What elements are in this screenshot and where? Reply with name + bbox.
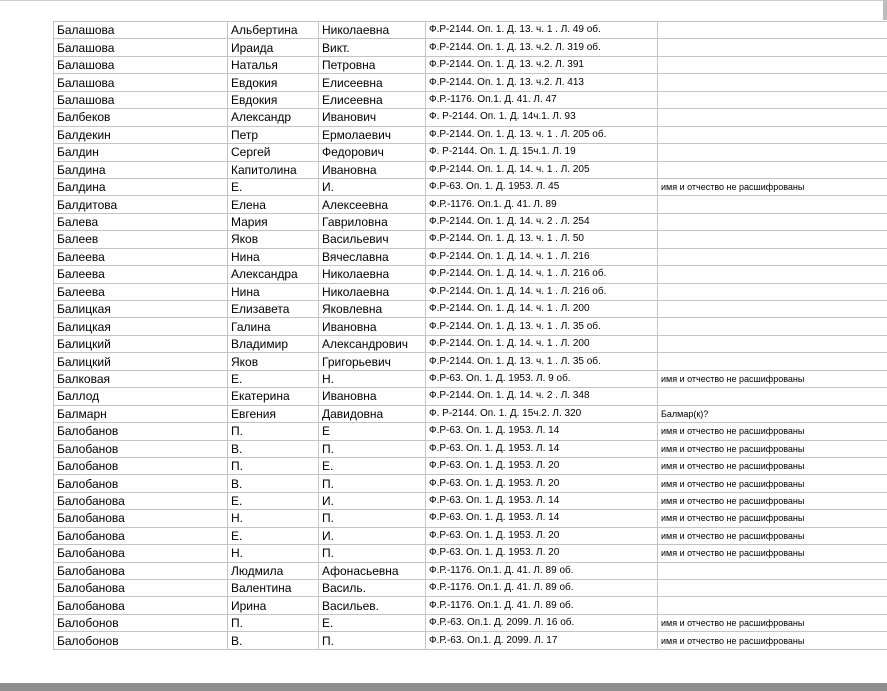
surname-cell: Балобанова <box>54 527 228 544</box>
note-cell <box>658 91 887 108</box>
surname-cell: Балдина <box>54 161 228 178</box>
note-cell: имя и отчество не расшифрованы <box>658 614 887 631</box>
note-cell: имя и отчество не расшифрованы <box>658 178 887 195</box>
table-row <box>54 22 887 39</box>
patronymic-cell: И. <box>319 492 426 509</box>
archive-reference-cell: Ф.Р-2144. Оп. 1. Д. 14. ч. 1 . Л. 216 об. <box>426 266 658 283</box>
patronymic-cell: Ивановна <box>319 388 426 405</box>
patronymic-cell: Вячеславна <box>319 248 426 265</box>
note-cell <box>658 580 887 597</box>
table-row <box>54 632 887 649</box>
patronymic-cell: Ермолаевич <box>319 126 426 143</box>
first-name-cell: Н. <box>228 545 319 562</box>
records-table-body <box>54 22 887 650</box>
table-row <box>54 370 887 387</box>
note-cell <box>658 562 887 579</box>
table-row <box>54 248 887 265</box>
surname-cell: Балобанова <box>54 597 228 614</box>
table-row <box>54 353 887 370</box>
first-name-cell: В. <box>228 440 319 457</box>
patronymic-cell: И. <box>319 527 426 544</box>
patronymic-cell: П. <box>319 510 426 527</box>
surname-cell: Балицкий <box>54 353 228 370</box>
surname-cell: Балашова <box>54 39 228 56</box>
note-cell: Балмар(к)? <box>658 405 887 422</box>
first-name-cell: П. <box>228 614 319 631</box>
patronymic-cell: Александрович <box>319 335 426 352</box>
archive-reference-cell: Ф.Р-63. Оп. 1. Д. 1953. Л. 20 <box>426 545 658 562</box>
archive-reference-cell: Ф.Р-63. Оп. 1. Д. 1953. Л. 14 <box>426 423 658 440</box>
patronymic-cell: Е. <box>319 457 426 474</box>
note-cell <box>658 144 887 161</box>
surname-cell: Балковая <box>54 370 228 387</box>
archive-reference-cell: Ф.Р-2144. Оп. 1. Д. 13. ч. 1 . Л. 50 <box>426 231 658 248</box>
note-cell <box>658 266 887 283</box>
table-row <box>54 109 887 126</box>
patronymic-cell: Ивановна <box>319 318 426 335</box>
patronymic-cell: Василь. <box>319 580 426 597</box>
archive-reference-cell: Ф. Р-2144. Оп. 1. Д. 15ч.2. Л. 320 <box>426 405 658 422</box>
archive-reference-cell: Ф.Р-2144. Оп. 1. Д. 14. ч. 2 . Л. 348 <box>426 388 658 405</box>
first-name-cell: Владимир <box>228 335 319 352</box>
first-name-cell: В. <box>228 632 319 649</box>
table-row <box>54 405 887 422</box>
surname-cell: Балобанов <box>54 475 228 492</box>
first-name-cell: П. <box>228 423 319 440</box>
archive-reference-cell: Ф.Р.-1176. Оп.1. Д. 41. Л. 47 <box>426 91 658 108</box>
note-cell: имя и отчество не расшифрованы <box>658 510 887 527</box>
surname-cell: Балобанова <box>54 492 228 509</box>
surname-cell: Балеев <box>54 231 228 248</box>
surname-cell: Балобанов <box>54 423 228 440</box>
note-cell <box>658 283 887 300</box>
patronymic-cell: Давидовна <box>319 405 426 422</box>
surname-cell: Балдин <box>54 144 228 161</box>
note-cell <box>658 196 887 213</box>
table-row <box>54 283 887 300</box>
archive-reference-cell: Ф.Р-2144. Оп. 1. Д. 13. ч. 1 . Л. 35 об. <box>426 318 658 335</box>
archive-reference-cell: Ф. Р-2144. Оп. 1. Д. 15ч.1. Л. 19 <box>426 144 658 161</box>
table-row <box>54 527 887 544</box>
first-name-cell: Е. <box>228 370 319 387</box>
note-cell <box>658 161 887 178</box>
note-cell <box>658 318 887 335</box>
table-row <box>54 580 887 597</box>
patronymic-cell: П. <box>319 632 426 649</box>
first-name-cell: Александра <box>228 266 319 283</box>
patronymic-cell: Н. <box>319 370 426 387</box>
archive-reference-cell: Ф.Р-2144. Оп. 1. Д. 14. ч. 2 . Л. 254 <box>426 213 658 230</box>
note-cell <box>658 248 887 265</box>
surname-cell: Балобонов <box>54 614 228 631</box>
archive-reference-cell: Ф.Р-63. Оп. 1. Д. 1953. Л. 9 об. <box>426 370 658 387</box>
first-name-cell: Е. <box>228 178 319 195</box>
table-row <box>54 178 887 195</box>
first-name-cell: Альбертина <box>228 22 319 39</box>
table-row <box>54 457 887 474</box>
surname-cell: Балеева <box>54 248 228 265</box>
patronymic-cell: Николаевна <box>319 22 426 39</box>
table-row <box>54 144 887 161</box>
patronymic-cell: Викт. <box>319 39 426 56</box>
surname-cell: Балдина <box>54 178 228 195</box>
archive-reference-cell: Ф.Р.-1176. Оп.1. Д. 41. Л. 89 об. <box>426 597 658 614</box>
patronymic-cell: Е. <box>319 614 426 631</box>
note-cell: имя и отчество не расшифрованы <box>658 370 887 387</box>
note-cell: имя и отчество не расшифрованы <box>658 527 887 544</box>
note-cell <box>658 335 887 352</box>
table-row <box>54 231 887 248</box>
patronymic-cell: Ивановна <box>319 161 426 178</box>
surname-cell: Баллод <box>54 388 228 405</box>
table-row <box>54 161 887 178</box>
archive-reference-cell: Ф.Р-2144. Оп. 1. Д. 13. ч.2. Л. 319 об. <box>426 39 658 56</box>
first-name-cell: Петр <box>228 126 319 143</box>
surname-cell: Балобанова <box>54 545 228 562</box>
surname-cell: Балицкий <box>54 335 228 352</box>
note-cell: имя и отчество не расшифрованы <box>658 632 887 649</box>
archive-reference-cell: Ф.Р-63. Оп. 1. Д. 1953. Л. 20 <box>426 457 658 474</box>
note-cell: имя и отчество не расшифрованы <box>658 545 887 562</box>
note-cell <box>658 74 887 91</box>
first-name-cell: Людмила <box>228 562 319 579</box>
archive-reference-cell: Ф.Р.-1176. Оп.1. Д. 41. Л. 89 <box>426 196 658 213</box>
table-row <box>54 196 887 213</box>
archive-reference-cell: Ф.Р.-1176. Оп.1. Д. 41. Л. 89 об. <box>426 580 658 597</box>
first-name-cell: Нина <box>228 248 319 265</box>
archive-reference-cell: Ф.Р.-63. Оп.1. Д. 2099. Л. 16 об. <box>426 614 658 631</box>
first-name-cell: Н. <box>228 510 319 527</box>
patronymic-cell: Николаевна <box>319 266 426 283</box>
patronymic-cell: Елисеевна <box>319 74 426 91</box>
surname-cell: Балашова <box>54 22 228 39</box>
table-row <box>54 91 887 108</box>
note-cell: имя и отчество не расшифрованы <box>658 457 887 474</box>
first-name-cell: Евдокия <box>228 74 319 91</box>
patronymic-cell: П. <box>319 440 426 457</box>
archive-reference-cell: Ф.Р-2144. Оп. 1. Д. 13. ч.2. Л. 413 <box>426 74 658 91</box>
archive-reference-cell: Ф.Р-63. Оп. 1. Д. 1953. Л. 14 <box>426 510 658 527</box>
table-row <box>54 510 887 527</box>
patronymic-cell: Васильев. <box>319 597 426 614</box>
note-cell <box>658 126 887 143</box>
archive-reference-cell: Ф.Р-63. Оп. 1. Д. 1953. Л. 14 <box>426 440 658 457</box>
table-row <box>54 423 887 440</box>
first-name-cell: Мария <box>228 213 319 230</box>
patronymic-cell: Алексеевна <box>319 196 426 213</box>
table-row <box>54 335 887 352</box>
note-cell <box>658 301 887 318</box>
records-table-container <box>53 21 887 650</box>
surname-cell: Балобанова <box>54 562 228 579</box>
archive-reference-cell: Ф.Р-2144. Оп. 1. Д. 14. ч. 1 . Л. 205 <box>426 161 658 178</box>
patronymic-cell: Иванович <box>319 109 426 126</box>
note-cell <box>658 109 887 126</box>
table-row <box>54 318 887 335</box>
patronymic-cell: П. <box>319 545 426 562</box>
records-table <box>53 21 887 650</box>
first-name-cell: В. <box>228 475 319 492</box>
note-cell <box>658 231 887 248</box>
surname-cell: Балбеков <box>54 109 228 126</box>
first-name-cell: Ираида <box>228 39 319 56</box>
archive-reference-cell: Ф.Р-2144. Оп. 1. Д. 13. ч. 1 . Л. 35 об. <box>426 353 658 370</box>
first-name-cell: Евгения <box>228 405 319 422</box>
archive-reference-cell: Ф.Р-63. Оп. 1. Д. 1953. Л. 45 <box>426 178 658 195</box>
surname-cell: Балмарн <box>54 405 228 422</box>
surname-cell: Балицкая <box>54 301 228 318</box>
note-cell <box>658 597 887 614</box>
first-name-cell: Нина <box>228 283 319 300</box>
archive-reference-cell: Ф. Р-2144. Оп. 1. Д. 14ч.1. Л. 93 <box>426 109 658 126</box>
right-edge-marker <box>883 0 887 20</box>
table-row <box>54 126 887 143</box>
first-name-cell: Елизавета <box>228 301 319 318</box>
first-name-cell: Евдокия <box>228 91 319 108</box>
surname-cell: Балашова <box>54 56 228 73</box>
patronymic-cell: Васильевич <box>319 231 426 248</box>
first-name-cell: Сергей <box>228 144 319 161</box>
first-name-cell: Капитолина <box>228 161 319 178</box>
note-cell <box>658 56 887 73</box>
archive-reference-cell: Ф.Р-63. Оп. 1. Д. 1953. Л. 14 <box>426 492 658 509</box>
surname-cell: Балобанов <box>54 440 228 457</box>
first-name-cell: Е. <box>228 527 319 544</box>
first-name-cell: Яков <box>228 353 319 370</box>
archive-reference-cell: Ф.Р-63. Оп. 1. Д. 1953. Л. 20 <box>426 475 658 492</box>
note-cell: имя и отчество не расшифрованы <box>658 475 887 492</box>
surname-cell: Балобонов <box>54 632 228 649</box>
first-name-cell: Валентина <box>228 580 319 597</box>
archive-reference-cell: Ф.Р.-1176. Оп.1. Д. 41. Л. 89 об. <box>426 562 658 579</box>
table-row <box>54 545 887 562</box>
table-row <box>54 388 887 405</box>
patronymic-cell: Афонасьевна <box>319 562 426 579</box>
note-cell <box>658 388 887 405</box>
surname-cell: Балдитова <box>54 196 228 213</box>
table-row <box>54 475 887 492</box>
first-name-cell: П. <box>228 457 319 474</box>
first-name-cell: Наталья <box>228 56 319 73</box>
surname-cell: Балицкая <box>54 318 228 335</box>
archive-reference-cell: Ф.Р-2144. Оп. 1. Д. 13. ч. 1 . Л. 49 об. <box>426 22 658 39</box>
archive-reference-cell: Ф.Р-2144. Оп. 1. Д. 14. ч. 1 . Л. 216 об. <box>426 283 658 300</box>
first-name-cell: Е. <box>228 492 319 509</box>
archive-reference-cell: Ф.Р-2144. Оп. 1. Д. 14. ч. 1 . Л. 200 <box>426 335 658 352</box>
note-cell <box>658 39 887 56</box>
patronymic-cell: Петровна <box>319 56 426 73</box>
surname-cell: Балашова <box>54 91 228 108</box>
surname-cell: Балеева <box>54 283 228 300</box>
archive-reference-cell: Ф.Р-2144. Оп. 1. Д. 14. ч. 1 . Л. 200 <box>426 301 658 318</box>
table-row <box>54 492 887 509</box>
patronymic-cell: Гавриловна <box>319 213 426 230</box>
surname-cell: Балдекин <box>54 126 228 143</box>
note-cell: имя и отчество не расшифрованы <box>658 423 887 440</box>
table-row <box>54 56 887 73</box>
patronymic-cell: И. <box>319 178 426 195</box>
archive-reference-cell: Ф.Р-63. Оп. 1. Д. 1953. Л. 20 <box>426 527 658 544</box>
patronymic-cell: Григорьевич <box>319 353 426 370</box>
first-name-cell: Александр <box>228 109 319 126</box>
table-row <box>54 39 887 56</box>
note-cell: имя и отчество не расшифрованы <box>658 440 887 457</box>
surname-cell: Балобанова <box>54 580 228 597</box>
note-cell <box>658 353 887 370</box>
top-divider <box>0 0 887 1</box>
table-row <box>54 266 887 283</box>
patronymic-cell: Яковлевна <box>319 301 426 318</box>
archive-reference-cell: Ф.Р.-63. Оп.1. Д. 2099. Л. 17 <box>426 632 658 649</box>
table-row <box>54 213 887 230</box>
table-row <box>54 597 887 614</box>
archive-reference-cell: Ф.Р-2144. Оп. 1. Д. 14. ч. 1 . Л. 216 <box>426 248 658 265</box>
bottom-scroll-bar[interactable] <box>0 683 887 691</box>
note-cell <box>658 22 887 39</box>
first-name-cell: Яков <box>228 231 319 248</box>
surname-cell: Балеева <box>54 266 228 283</box>
table-row <box>54 74 887 91</box>
note-cell: имя и отчество не расшифрованы <box>658 492 887 509</box>
patronymic-cell: Е <box>319 423 426 440</box>
surname-cell: Балобанова <box>54 510 228 527</box>
first-name-cell: Ирина <box>228 597 319 614</box>
table-row <box>54 562 887 579</box>
surname-cell: Балева <box>54 213 228 230</box>
patronymic-cell: Николаевна <box>319 283 426 300</box>
patronymic-cell: Федорович <box>319 144 426 161</box>
archive-reference-cell: Ф.Р-2144. Оп. 1. Д. 13. ч.2. Л. 391 <box>426 56 658 73</box>
first-name-cell: Елена <box>228 196 319 213</box>
first-name-cell: Галина <box>228 318 319 335</box>
table-row <box>54 301 887 318</box>
note-cell <box>658 213 887 230</box>
surname-cell: Балашова <box>54 74 228 91</box>
patronymic-cell: П. <box>319 475 426 492</box>
table-row <box>54 614 887 631</box>
archive-reference-cell: Ф.Р-2144. Оп. 1. Д. 13. ч. 1 . Л. 205 об. <box>426 126 658 143</box>
surname-cell: Балобанов <box>54 457 228 474</box>
patronymic-cell: Елисеевна <box>319 91 426 108</box>
table-row <box>54 440 887 457</box>
first-name-cell: Екатерина <box>228 388 319 405</box>
